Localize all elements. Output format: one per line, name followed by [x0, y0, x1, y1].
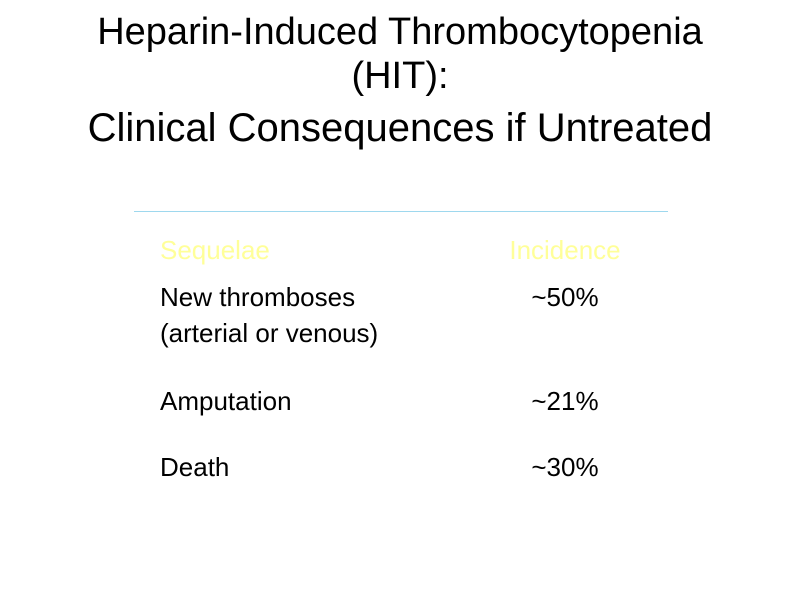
- title-line-1: Heparin-Induced Thrombocytopenia: [97, 11, 703, 53]
- title-line-2: (HIT):: [351, 55, 449, 97]
- sequela-line-1: New thromboses: [160, 282, 356, 312]
- slide-title: [0, 10, 800, 158]
- header-sequelae: Sequelae: [160, 235, 270, 265]
- title-line-3: Clinical Consequences if Untreated: [87, 106, 713, 150]
- incidence-cell: ~50%: [531, 282, 599, 312]
- divider-line: [134, 211, 668, 212]
- sequela-line-2: (arterial or venous): [160, 318, 379, 348]
- incidence-cell: ~30%: [531, 452, 599, 482]
- incidence-cell: ~21%: [531, 386, 599, 416]
- sequela-cell: [160, 279, 460, 351]
- sequela-cell: Death: [160, 452, 230, 482]
- header-incidence: Incidence: [509, 235, 621, 265]
- sequela-cell: Amputation: [160, 386, 292, 416]
